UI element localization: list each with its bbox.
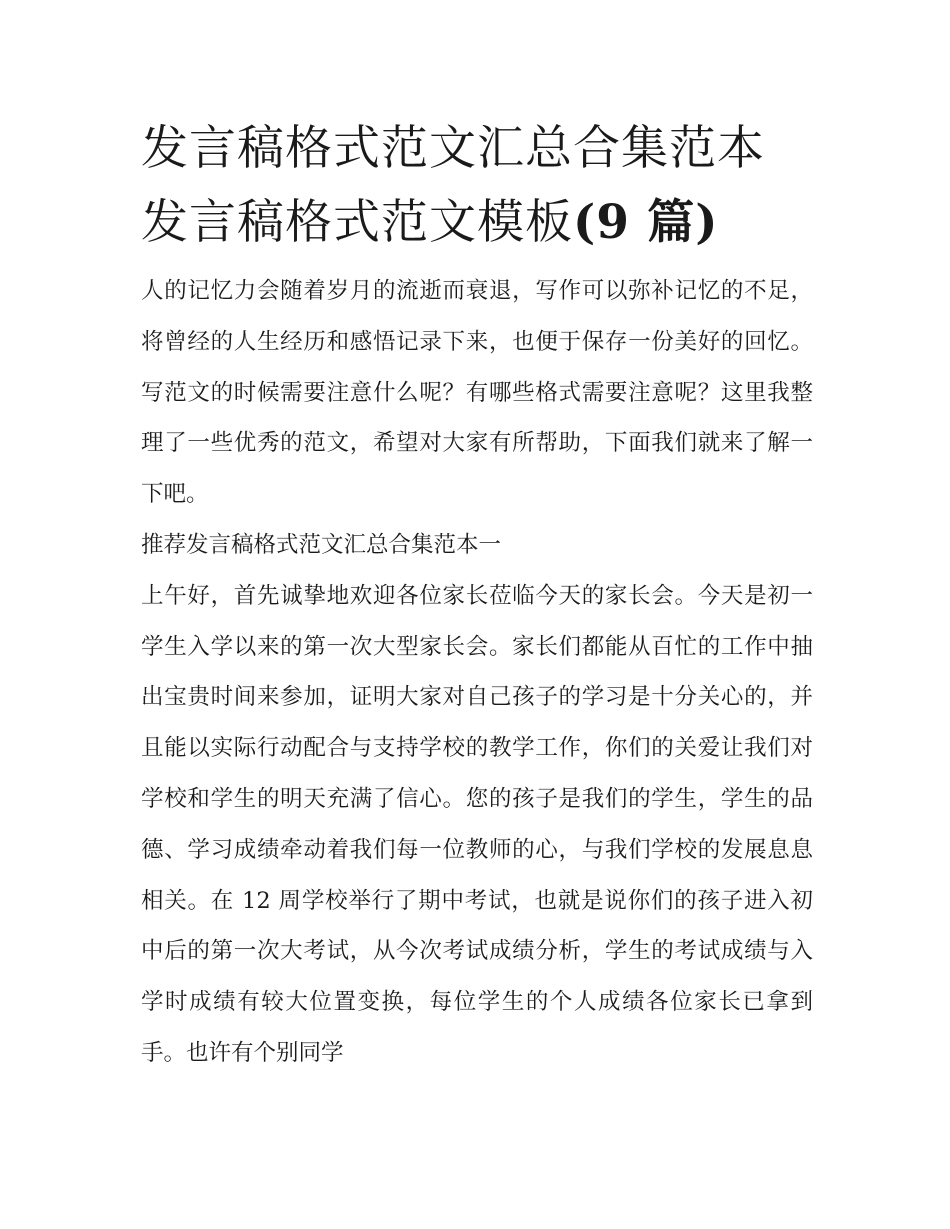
title-line-2-text: 发言稿格式范文模板 bbox=[141, 195, 573, 250]
document-page bbox=[141, 112, 813, 1079]
intro-paragraph: 人的记忆力会随着岁月的流逝而衰退，写作可以弥补记忆的不足，将曾经的人生经历和感悟记录下来，也便于保存一份美好的回忆。写范文的时候需要注意什么呢？有哪些格式需要注意呢？这里我整理了一些优秀的范文，希望对大家有所帮助，下面我们就来了解一下吧。 bbox=[141, 278, 813, 508]
section-heading: 推荐发言稿格式范文汇总合集范本一 bbox=[141, 531, 502, 558]
section-body-paragraph: 上午好，首先诚挚地欢迎各位家长莅临今天的家长会。今天是初一学生入学以来的第一次大型家长会。家长们都能从百忙的工作中抽出宝贵时间来参加，证明大家对自己孩子的学习是十分关心的，并且能以实际行动配合与支持学校的教学工作，你们的关爱让我们对学校和学生的明天充满了信心。您的孩子是我们的学生，学生的品德、学习成绩牵动着我们每一位教师的心，与我们学校的发展息息相关。在 12 周学校举行了期中考试，也就是说你们的孩子进入初中后的第一次大考试，从今次考试成绩分析，学生的考试成绩与入学时成绩有较大位置变换，每位学生的个人成绩各位家长已拿到手。也许有个别同学 bbox=[141, 582, 813, 1066]
title-article-count: (9 篇) bbox=[573, 195, 719, 250]
document-title bbox=[141, 112, 813, 260]
title-line-2 bbox=[141, 186, 813, 260]
title-line-1: 发言稿格式范文汇总合集范本 bbox=[141, 121, 765, 176]
